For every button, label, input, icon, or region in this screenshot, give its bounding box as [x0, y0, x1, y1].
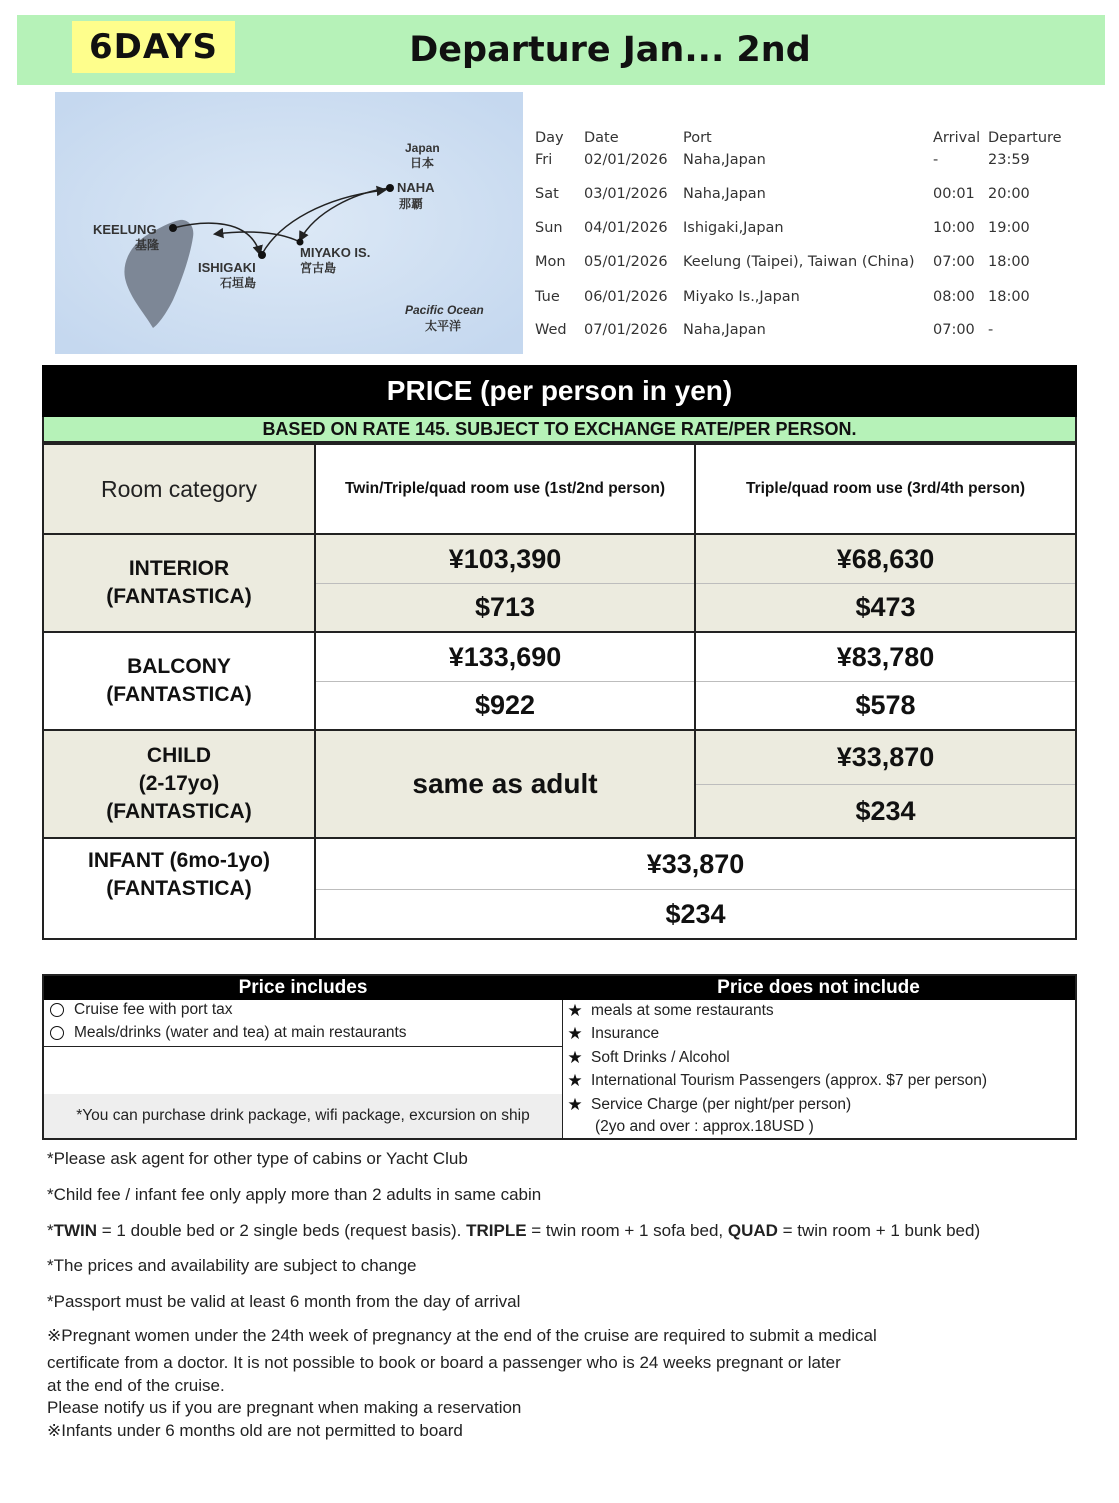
triple-desc: = twin room + 1 sofa bed, — [526, 1221, 728, 1240]
list-item — [50, 1001, 233, 1019]
itinerary-day: Mon — [535, 254, 566, 270]
keelung-jp-label: 基隆 — [135, 238, 160, 252]
interior-category — [42, 533, 316, 633]
itinerary-departure: 18:00 — [988, 254, 1030, 270]
star-icon: ★ — [567, 1048, 583, 1067]
itinerary-header-date: Date — [584, 130, 619, 146]
interior-triple-yen: ¥68,630 — [836, 543, 935, 574]
includes-divider — [44, 1046, 562, 1047]
itinerary-departure: 23:59 — [988, 152, 1030, 168]
list-item — [566, 1001, 774, 1021]
naha-jp-label: 那覇 — [399, 197, 424, 211]
note-prices-change: *The prices and availability are subject to change — [47, 1256, 417, 1275]
itinerary-departure: 19:00 — [988, 220, 1030, 236]
list-item — [50, 1024, 407, 1042]
naha-label: NAHA — [397, 180, 435, 195]
itinerary-date: 07/01/2026 — [584, 322, 668, 338]
itinerary-port: Miyako Is.,Japan — [683, 289, 800, 305]
list-item — [566, 1095, 851, 1115]
itinerary-date: 02/01/2026 — [584, 152, 668, 168]
price-table — [42, 365, 1077, 940]
child-twin-same-as-adult: same as adult — [314, 729, 696, 839]
quad-desc: = twin room + 1 bunk bed) — [777, 1221, 981, 1240]
japan-label: Japan — [405, 141, 440, 155]
itinerary-date: 04/01/2026 — [584, 220, 668, 236]
header-triple: Triple/quad room use (3rd/4th person) — [694, 443, 1077, 535]
triple-label: TRIPLE — [466, 1221, 527, 1240]
itinerary-arrival: 08:00 — [933, 289, 975, 305]
ishigaki-label: ISHIGAKI — [198, 260, 256, 275]
child-category — [42, 729, 316, 839]
itinerary-day: Fri — [535, 152, 553, 168]
miyako-jp-label: 宮古島 — [300, 261, 337, 275]
exclude-text: International Tourism Passengers (approx. $7 per person) — [591, 1072, 988, 1089]
child-triple-usd: $234 — [696, 784, 1075, 837]
infant-usd: $234 — [316, 889, 1075, 938]
balcony-twin-usd: $922 — [316, 681, 694, 729]
includes-list — [44, 1000, 563, 1138]
balcony-name: BALCONY — [127, 655, 231, 678]
keelung-dot — [169, 224, 177, 232]
infant-yen: ¥33,870 — [646, 848, 745, 879]
child-ship: (FANTASTICA) — [106, 800, 252, 823]
japan-jp-label: 日本 — [410, 156, 435, 170]
note-pregnancy-2: certificate from a doctor. It is not possible to book or board a passenger who is 24 weeks pregnant or later — [47, 1353, 841, 1372]
list-item — [566, 1048, 730, 1068]
note-room-types — [47, 1221, 980, 1241]
price-title: PRICE (per person in yen) — [42, 365, 1077, 417]
itinerary-arrival: 07:00 — [933, 322, 975, 338]
note-cabins: *Please ask agent for other type of cabins or Yacht Club — [47, 1149, 468, 1168]
include-text: Cruise fee with port tax — [74, 1001, 233, 1018]
note-child-fee: *Child fee / infant fee only apply more than 2 adults in same cabin — [47, 1185, 542, 1204]
itinerary-header-day: Day — [535, 130, 564, 146]
balcony-category — [42, 631, 316, 731]
miyako-label: MIYAKO IS. — [300, 245, 371, 260]
exclude-text: Service Charge (per night/per person) — [591, 1096, 852, 1113]
exclude-text: Soft Drinks / Alcohol — [591, 1049, 730, 1066]
twin-desc: = 1 double bed or 2 single beds (request basis). — [97, 1221, 467, 1240]
ocean-label: Pacific Ocean — [405, 303, 484, 317]
child-age: (2-17yo) — [138, 772, 220, 795]
excludes-title: Price does not include — [562, 976, 1075, 1000]
circle-icon — [50, 1026, 64, 1040]
rate-note: BASED ON RATE 145. SUBJECT TO EXCHANGE RATE/PER PERSON. — [42, 417, 1077, 443]
itinerary-port: Naha,Japan — [683, 322, 766, 338]
itinerary-date: 03/01/2026 — [584, 186, 668, 202]
star-icon: ★ — [567, 1095, 583, 1114]
itinerary-header-arrival: Arrival — [933, 130, 981, 146]
interior-twin-usd: $713 — [316, 583, 694, 631]
itinerary-arrival: - — [933, 152, 939, 168]
naha-dot — [386, 184, 394, 192]
itinerary-arrival: 10:00 — [933, 220, 975, 236]
itinerary-port: Ishigaki,Japan — [683, 220, 784, 236]
interior-ship: (FANTASTICA) — [106, 585, 252, 608]
ocean-jp-label: 太平洋 — [425, 319, 462, 333]
ishigaki-dot — [258, 251, 266, 259]
child-name: CHILD — [146, 744, 212, 767]
interior-twin-yen: ¥103,390 — [448, 543, 562, 574]
keelung-label: KEELUNG — [93, 222, 157, 237]
note-pregnancy-1: ※Pregnant women under the 24th week of pregnancy at the end of the cruise are required to submit a medical — [47, 1326, 877, 1345]
infant-category — [42, 837, 316, 940]
itinerary-departure: - — [988, 322, 994, 338]
exclude-text: Insurance — [591, 1025, 660, 1042]
interior-name: INTERIOR — [128, 557, 230, 580]
interior-triple-usd: $473 — [696, 583, 1075, 631]
star-icon: ★ — [567, 1001, 583, 1020]
note-pregnancy-3: at the end of the cruise. — [47, 1376, 225, 1395]
note-passport: *Passport must be valid at least 6 month from the day of arrival — [47, 1292, 521, 1311]
itinerary-header-port: Port — [683, 130, 712, 146]
itinerary-date: 06/01/2026 — [584, 289, 668, 305]
exclude-text: meals at some restaurants — [591, 1002, 774, 1019]
itinerary-day: Tue — [535, 289, 560, 305]
itinerary-arrival: 07:00 — [933, 254, 975, 270]
days-badge: 6DAYS — [72, 21, 235, 73]
star-icon: ★ — [567, 1024, 583, 1043]
balcony-triple-usd: $578 — [696, 681, 1075, 729]
circle-icon — [50, 1003, 64, 1017]
includes-title: Price includes — [44, 976, 562, 1000]
balcony-triple-yen: ¥83,780 — [836, 641, 935, 672]
star-icon: ★ — [567, 1071, 583, 1090]
list-item — [566, 1024, 659, 1044]
route-map — [55, 92, 523, 354]
itinerary-day: Sat — [535, 186, 559, 202]
itinerary-day: Sun — [535, 220, 563, 236]
header-room-category: Room category — [42, 443, 316, 535]
itinerary-departure: 18:00 — [988, 289, 1030, 305]
header-twin: Twin/Triple/quad room use (1st/2nd person) — [314, 443, 696, 535]
balcony-ship: (FANTASTICA) — [106, 683, 252, 706]
itinerary-arrival: 00:01 — [933, 186, 975, 202]
itinerary-port: Keelung (Taipei), Taiwan (China) — [683, 254, 915, 270]
service-charge-sub: (2yo and over : approx.18USD ) — [595, 1118, 814, 1135]
balcony-twin-yen: ¥133,690 — [448, 641, 562, 672]
purchase-note: *You can purchase drink package, wifi package, excursion on ship — [44, 1094, 562, 1138]
note-infants: ※Infants under 6 months old are not permitted to board — [47, 1421, 463, 1440]
itinerary-header-departure: Departure — [988, 130, 1062, 146]
itinerary-day: Wed — [535, 322, 567, 338]
infant-name: INFANT (6mo-1yo) — [87, 849, 270, 872]
ishigaki-jp-label: 石垣島 — [220, 276, 257, 290]
excludes-list — [562, 1000, 1075, 1138]
itinerary-departure: 20:00 — [988, 186, 1030, 202]
note-pregnancy-notify: Please notify us if you are pregnant when making a reservation — [47, 1398, 522, 1417]
child-triple-yen: ¥33,870 — [836, 742, 935, 772]
twin-label: TWIN — [53, 1221, 98, 1240]
list-item — [566, 1071, 987, 1091]
itinerary-port: Naha,Japan — [683, 186, 766, 202]
quad-label: QUAD — [727, 1221, 778, 1240]
note-star: * — [47, 1221, 54, 1240]
infant-ship: (FANTASTICA) — [106, 877, 252, 900]
itinerary-port: Naha,Japan — [683, 152, 766, 168]
itinerary-date: 05/01/2026 — [584, 254, 668, 270]
includes-table — [42, 974, 1077, 1140]
include-text: Meals/drinks (water and tea) at main restaurants — [74, 1024, 407, 1041]
departure-title: Departure Jan... 2nd — [409, 30, 811, 70]
